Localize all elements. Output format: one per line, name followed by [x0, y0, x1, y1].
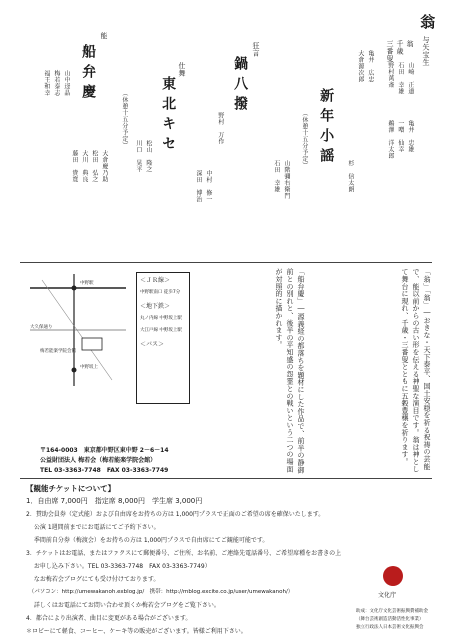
okina-title: 翁 — [418, 14, 437, 34]
access-line-3: 丸ノ内線 中野坂上駅 — [140, 316, 182, 321]
map-label-station-2: 中野坂上 — [80, 365, 98, 370]
bunkacho-logo-text: 文化庁 — [378, 592, 397, 599]
venue-address: 〒164-0003 東京都中野区東中野 2－6－14 — [40, 447, 169, 454]
fue-kyogen-label: 狂言 — [252, 42, 261, 57]
senzai-role: 千歳 — [396, 40, 405, 55]
essay-paragraph-2 — [192, 268, 306, 474]
okina-musician-2: 大倉源次郎 — [356, 50, 364, 83]
okina-musician-1: 亀井 広忠 — [366, 50, 374, 83]
kyogen-heading: 新年小謡 — [318, 88, 335, 168]
ticket-item-3: 公演 1週間前までにお電話にてご予約下さい。 — [26, 524, 160, 531]
noh-a-cast-1: 松山 隆之 — [144, 140, 152, 173]
sponsor-line-2: （舞台芸術創造活動活性化事業） — [356, 617, 424, 622]
venue-org: 公益財団法人 梅若会（梅若能楽学院会館） — [40, 457, 157, 464]
access-line-1: 中野駅南口 徒歩7分 — [140, 290, 181, 295]
essay-text-1: 「翁」―おきな・天下泰平、国土安穏を祈る祝祷の芸能で、能以前からの古い形を伝える神聖な演目です。翁は神として舞台に現れ、千歳・三番叟とともに五穀豊穣を祈ります。 — [401, 268, 431, 473]
noh-b-cast-1: 山中迓晶 — [62, 70, 70, 96]
kyogen-cast-2: 石田 幸雄 — [272, 160, 280, 193]
section-divider — [20, 262, 432, 263]
ticket-divider — [20, 478, 432, 479]
essay-text-2: 「船弁慶」―源義経の都落ちを題材にした作品で、前半の静御前との別れと、後半の平知盛の怨霊との戦いという二つの場面が対照的に描かれます。 — [275, 268, 305, 474]
access-line-4: 大江戸線 中野坂上駅 — [140, 328, 182, 333]
essay-paragraph-1 — [310, 268, 432, 474]
noh-b-musician-4: 藤田 貴寛 — [70, 150, 78, 183]
ticket-item-5: 3．チケットはお電話、またはファクスにて郵便番号、ご住所、お名前、ご連絡先電話番号、ご希望席種をお書きの上 — [26, 550, 342, 557]
okina-performer-6: 鵜澤 洋太郎 — [386, 120, 394, 159]
noh-a-label: 仕舞 — [178, 62, 187, 77]
okina-school: 与矢宝生 — [422, 36, 431, 66]
ticket-item-11: ＊ロビーにて軽食、コーヒー、ケーキ等の販売がございます。皆様ご利用下さい。 — [26, 628, 247, 635]
okina-performer-2: 石田 幸雄 — [396, 62, 404, 95]
noh-a-cast-2: 川口 晃平 — [134, 140, 142, 173]
fue-kyogen-cast-1: 野村 万作 — [216, 112, 224, 145]
kyogen-cast-1: 山階彌右衛門 — [282, 160, 290, 199]
okina-musician-3: 杉 信太朗 — [346, 160, 354, 193]
noh-b-musician-1: 大倉慶乃助 — [100, 150, 108, 183]
map-label-venue: 梅若能楽学院会館 — [40, 349, 76, 354]
okina-performer-4: 亀井 忠雄 — [406, 120, 414, 153]
fue-kyogen-cast-3: 深田 博治 — [194, 170, 202, 203]
okina-performer-5: 一噌 仙幸 — [396, 120, 404, 153]
venue-tel: TEL 03-3363-7748 FAX 03-3363-7749 — [40, 467, 169, 474]
ticket-item-8: （パソコン：http://umewakanoh.exblog.jp/ 携帯：http://mblog.excite.co.jp/user/umewakanoh/） — [26, 589, 294, 595]
map-label-station-1: 中野駅 — [80, 281, 94, 286]
venue-map — [22, 270, 132, 390]
fue-kyogen-title: 鍋八撥 — [232, 56, 249, 116]
sponsor-line-3: 独立行政法人日本芸術文化振興会 — [356, 625, 424, 630]
noh-b-cast-3: 福王和幸 — [42, 70, 50, 96]
essay-title: 「翁」 — [423, 268, 431, 290]
ticket-item-7: なお梅若会ブログにても受け付けております。 — [26, 576, 160, 583]
noh-b-cast-2: 梅若泰志 — [52, 70, 60, 96]
map-label-street: 大久保通り — [30, 325, 53, 330]
ticket-item-2: 2．賛助会員券（定式能）および自由席をお持ちの方は 1,000円プラスで正面のご希望の席を確保いたします。 — [26, 511, 325, 518]
noh-b-label: 能 — [100, 32, 109, 40]
sanbaso-role: 三番叟 — [386, 40, 395, 63]
ticket-item-1: 1．自由席 7,000円 指定席 8,000円 学生席 3,000円 — [26, 497, 203, 505]
noh-a-note: （休憩十五分予定） — [120, 90, 128, 149]
okina-performer-3: 野村萬斎 — [386, 62, 394, 88]
okina-performer-1: 山崎 正道 — [406, 62, 414, 95]
ticket-item-6: お申し込み下さい。TEL 03-3363-7748 FAX 03-3363-7749） — [26, 563, 211, 570]
ticket-item-10: 4．都合により出演者、曲目に変更がある場合がございます。 — [26, 615, 192, 622]
noh-b-musician-2: 松田 弘之 — [90, 150, 98, 183]
bunkacho-logo-icon — [383, 566, 403, 586]
sponsor-credits — [356, 608, 448, 632]
ticket-item-4: 季間前自分券（梅渡会）をお持ちの方は 1,000円プラスで自由席にてご観能可能です。 — [26, 537, 269, 544]
access-heading: ＜ＪＲ線＞ — [140, 277, 171, 284]
sponsor-line-1: 助成：文化庁文化芸術振興費補助金 — [356, 609, 428, 614]
noh-b-title: 船弁慶 — [80, 44, 97, 104]
ticket-item-9: 詳しくはお電話にてお問い合わせ頂くか梅若会ブログをご覧下さい。 — [26, 602, 220, 609]
access-line-2: ＜地下鉄＞ — [140, 303, 171, 310]
kyogen-note: （休憩十五分予定） — [300, 110, 308, 169]
noh-b-musician-3: 大川 典良 — [80, 150, 88, 183]
ticket-title: 【観能チケットについて】 — [26, 484, 116, 493]
noh-a-title: 東北キセ — [160, 76, 177, 156]
fue-kyogen-cast-2: 中村 修一 — [204, 170, 212, 203]
okina-role: 翁 — [406, 40, 415, 48]
access-line-5: ＜バス＞ — [140, 341, 165, 348]
